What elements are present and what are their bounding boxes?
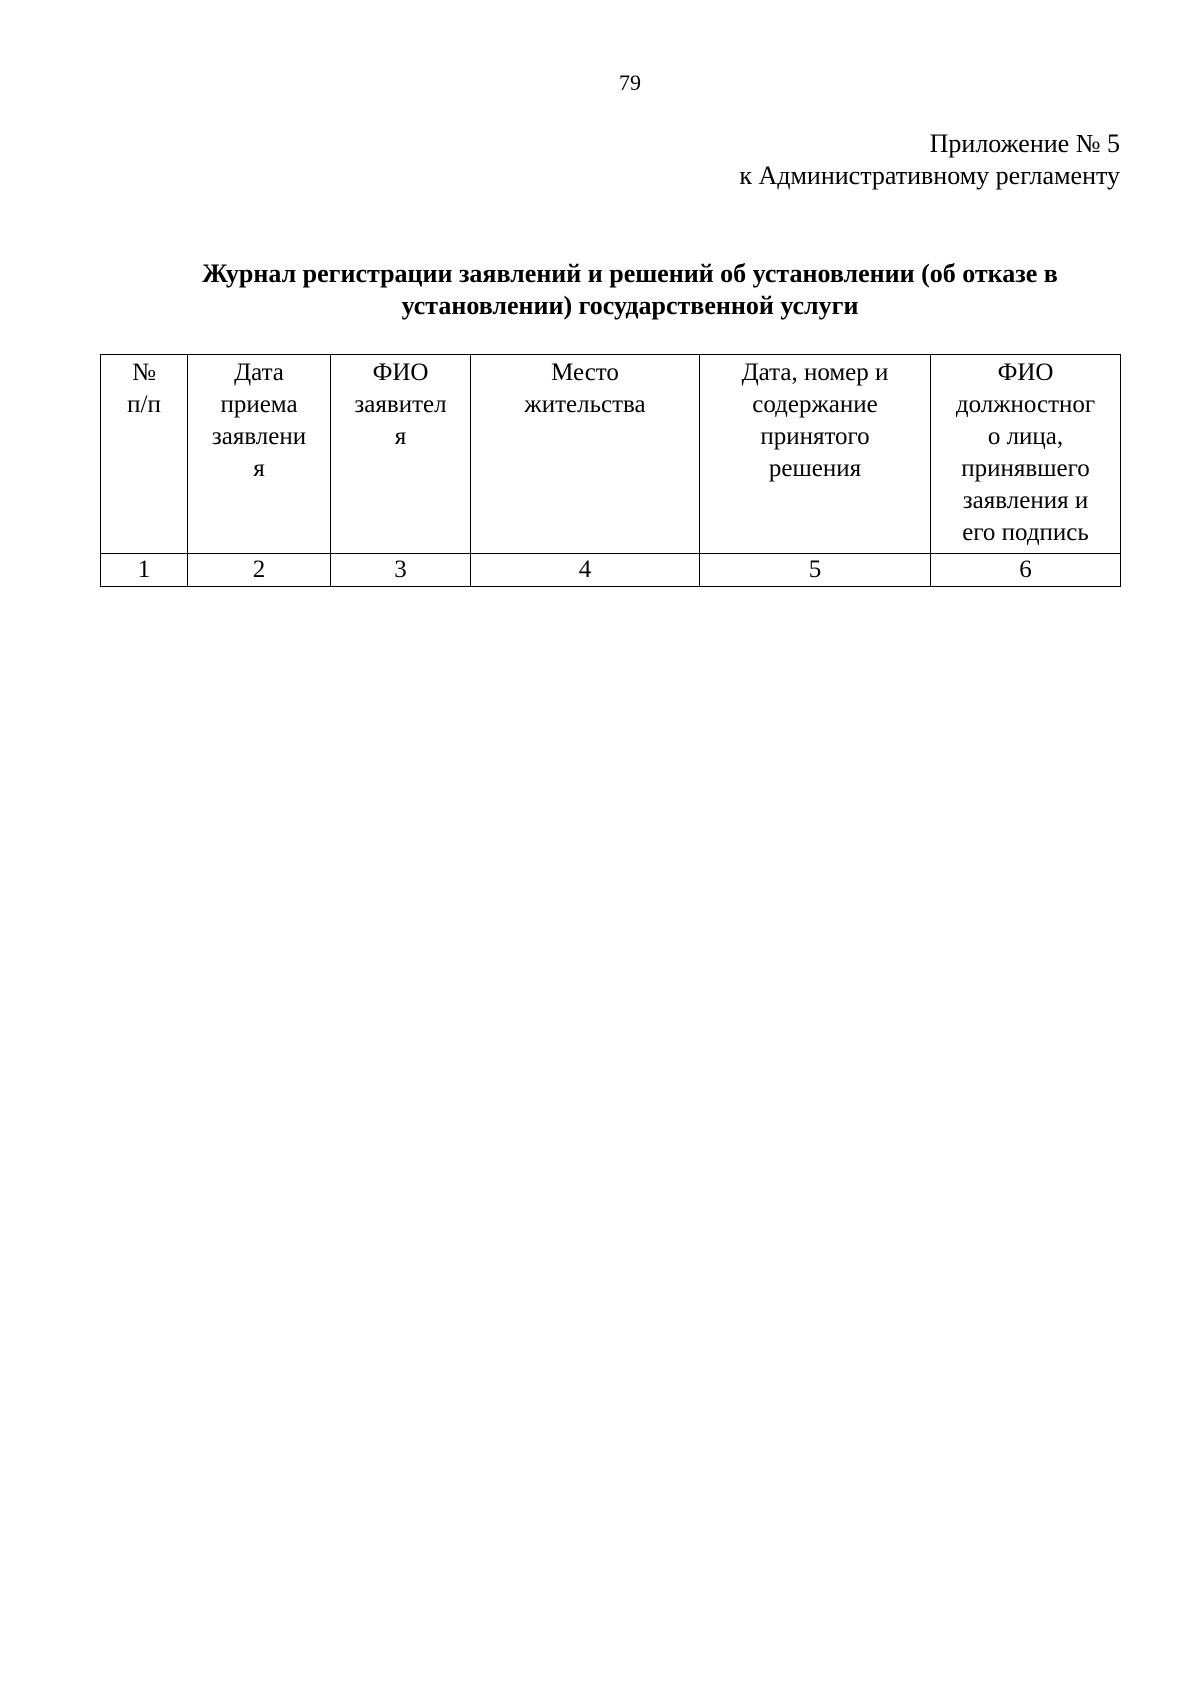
table-header-row: [101, 355, 1121, 554]
table-numbering-row: [101, 554, 1121, 587]
table-cell: 3: [331, 554, 471, 587]
journal-table: [100, 354, 1121, 587]
header-cell-applicant-name: ФИО заявител я: [331, 355, 471, 554]
table-cell: 5: [700, 554, 931, 587]
table-cell: 6: [931, 554, 1121, 587]
document-title-line-2: установлении) государственной услуги: [401, 291, 859, 320]
table-cell: 2: [188, 554, 331, 587]
table-cell: 4: [471, 554, 700, 587]
header-cell-application-date: Дата приема заявлени я: [188, 355, 331, 554]
appendix-line-1: Приложение № 5: [929, 129, 1120, 158]
table-cell: 1: [101, 554, 188, 587]
header-cell-number: № п/п: [101, 355, 188, 554]
document-title: [100, 258, 1160, 322]
header-cell-decision: Дата, номер и содержание принятого решения: [700, 355, 931, 554]
page-number: 79: [619, 70, 641, 95]
appendix-note: [739, 128, 1120, 192]
header-cell-residence: Место жительства: [471, 355, 700, 554]
document-title-line-1: Журнал регистрации заявлений и решений об установлении (об отказе в: [202, 259, 1058, 288]
header-cell-official: ФИО должностног о лица, принявшего заявления и его подпись: [931, 355, 1121, 554]
appendix-line-2: к Административному регламенту: [739, 161, 1120, 190]
